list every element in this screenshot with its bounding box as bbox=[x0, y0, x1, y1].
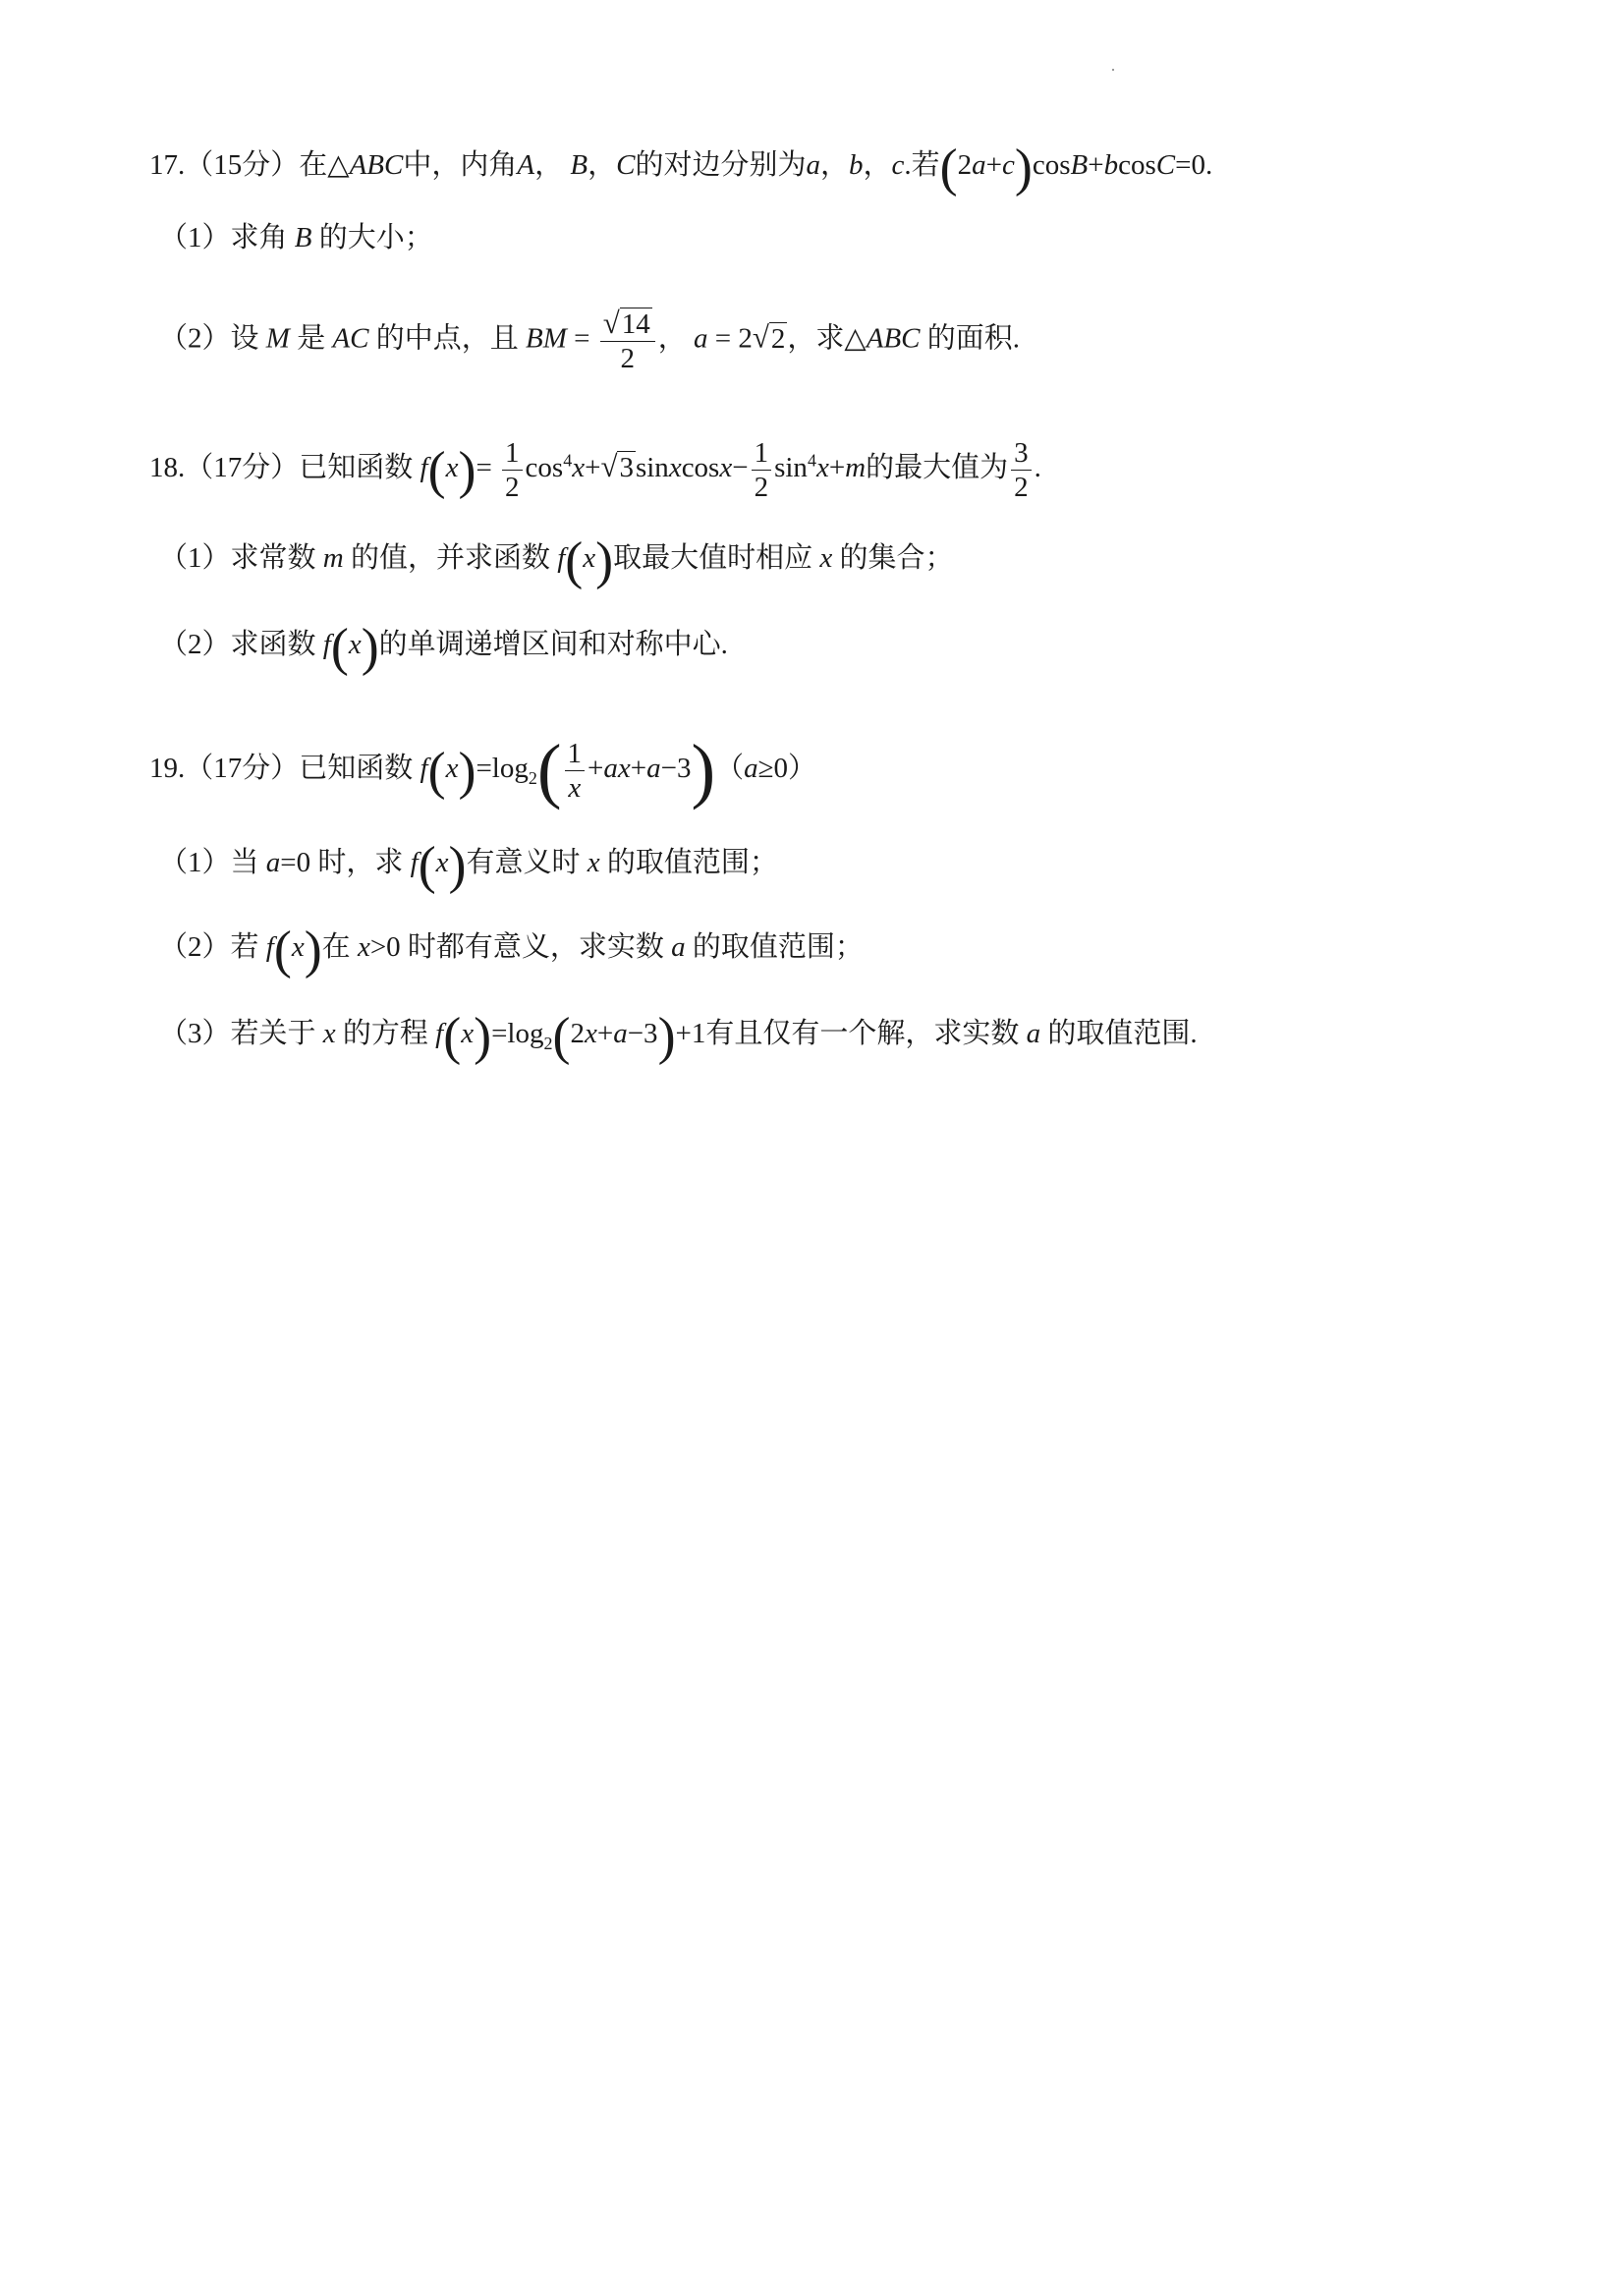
problem-19-part-1: （1）当 a=0 时，求 f(x)有意义时 x 的取值范围； bbox=[159, 835, 778, 895]
problem-19-stem: 19.（17分）已知函数 $f(x)=\log_2$( $\frac{1}{x}$ +ax+a−3)（a≥0） bbox=[149, 730, 817, 812]
problem-18-part-2: （2）求函数 f(x)的单调递增区间和对称中心. bbox=[159, 617, 728, 677]
problem-17-part-1: （1）求角 B 的大小； bbox=[159, 222, 433, 253]
problem-18-stem: 18.（17分）已知函数 f(x)= $\frac{1}{2}$ $\cos^4x+√3sinxcosx-$ $\frac{1}{2}$ $\sin^4x+m$的最大值为 $\frac{3}{2}$ . bbox=[149, 437, 1041, 503]
problem-17-part-2: （2）设 M 是 AC 的中点，且 BM = $\frac{√14}{2}$ ， a = 2√2，求△ABC 的面积. bbox=[159, 306, 1021, 374]
fraction-sqrt14-over-2: $\frac{√14}{2}$ bbox=[600, 307, 655, 375]
problem-19-part-3: （3）若关于 x 的方程 $f(x)=\log_2(2x+a-3)+1$有且仅有一个解，求实数 a 的取值范围. bbox=[159, 1006, 1198, 1066]
problem-17-stem: 17.（15分）在△ABC中，内角A， B，C的对边分别为a，b，c.若(2a+c)cosB+bcosC=0. bbox=[149, 138, 1213, 197]
scan-speck bbox=[1112, 69, 1114, 71]
problem-19-part-2: （2）若 f(x)在 x>0 时都有意义，求实数 a 的取值范围； bbox=[159, 920, 864, 980]
problem-18-part-1: （1）求常数 m 的值，并求函数 f(x)取最大值时相应 x 的集合； bbox=[159, 531, 954, 590]
